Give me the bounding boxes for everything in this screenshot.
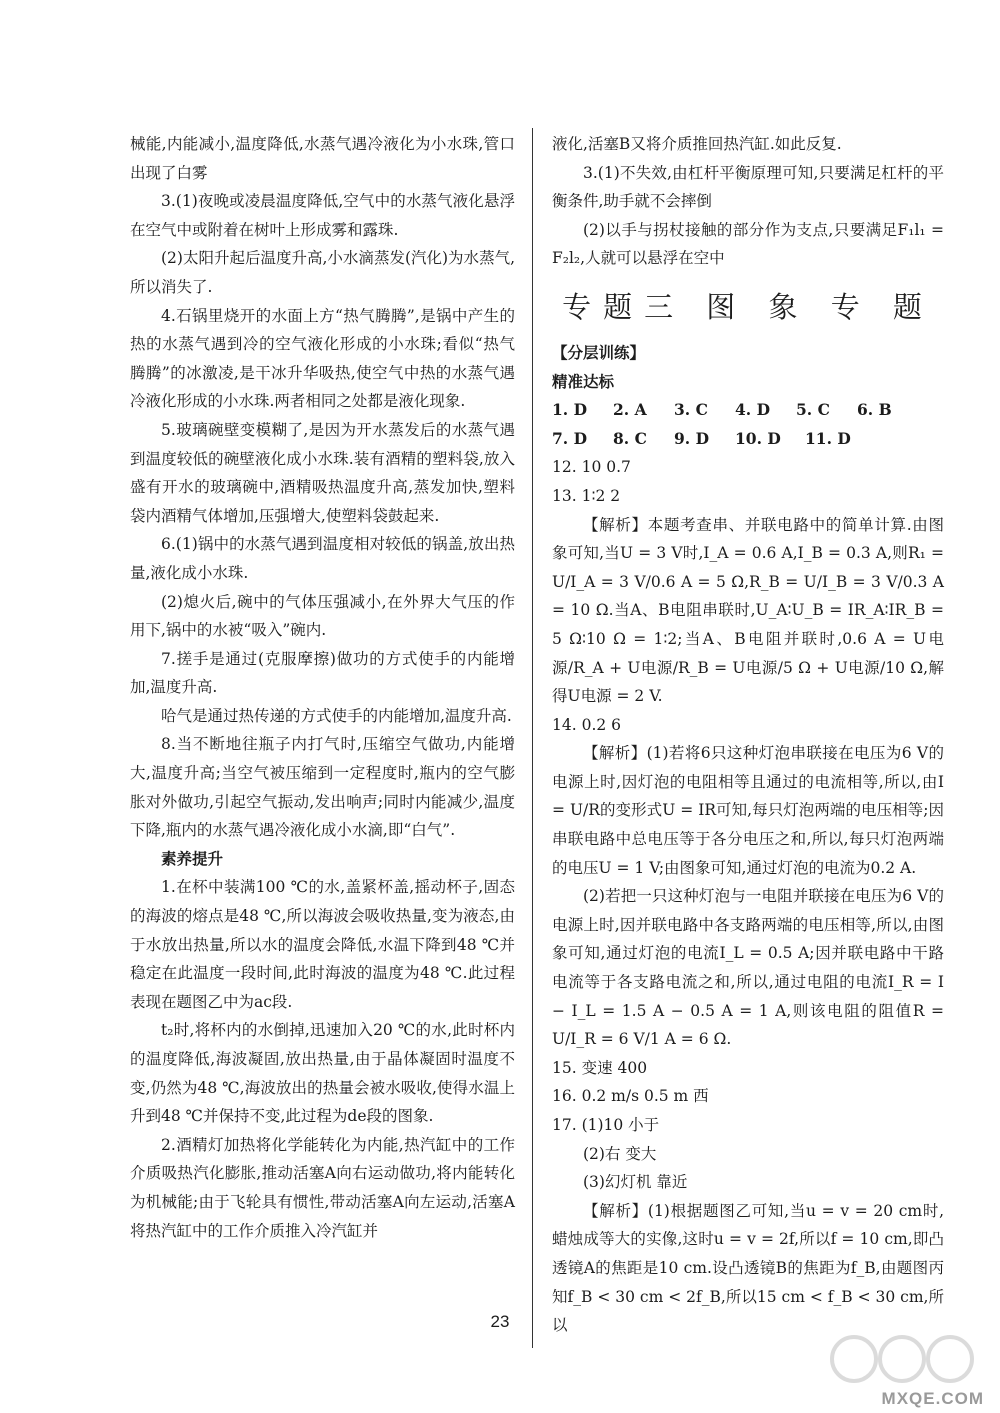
explanation: (2)若把一只这种灯泡与一电阻并联接在电压为6 V的电源上时,因并联电路中各支路两端的电压相等,所以,由图象可知,通过灯泡的电流I_L = 0.5 A;因并联电路中干路电流等于各支路电流之和,所以,通过电阻的电流I_R = I − I_L = 1.5 A − 0.5 A = 1 A,则该电阻的阻值R = U/I_R = 6 V/1 A = 6 Ω. (552, 887, 944, 1049)
paragraph: 3.(1)夜晚或凌晨温度降低,空气中的水蒸气液化悬浮在空气中或附着在树叶上形成雾和露珠. (130, 192, 515, 239)
answer-item: 10. D (735, 428, 781, 448)
answer-item: 4. D (735, 400, 771, 420)
answer-item: 8. C (613, 428, 647, 448)
answer-item: 3. C (674, 400, 708, 420)
answer-line: 17. (1)10 小于 (552, 1116, 660, 1134)
answer-row (552, 396, 944, 425)
paragraph: 1.在杯中装满100 ℃的水,盖紧杯盖,摇动杯子,固态的海波的熔点是48 ℃,所以海波会吸收热量,变为液态,由于水放出热量,所以水的温度会降低,水温下降到48 ℃并稳定在此温度一段时间,此时海波的温度为48 ℃.此过程表现在题图乙中为ac段. (130, 878, 515, 1011)
subheading: 素养提升 (161, 848, 224, 868)
paragraph: 5.玻璃碗壁变模糊了,是因为开水蒸发后的水蒸气遇到温度较低的碗壁液化成小水珠.装有酒精的塑料袋,放入盛有开水的玻璃碗中,酒精吸热温度升高,蒸发加快,塑料袋内酒精气体增加,压强增大,使塑料袋鼓起来. (130, 420, 515, 525)
subheading: 精准达标 (552, 371, 615, 391)
paragraph: 械能,内能减小,温度降低,水蒸气遇冷液化为小水珠,管口出现了白雾 (130, 135, 515, 182)
answer-line: 12. 10 0.7 (552, 458, 631, 477)
paragraph: 7.搓手是通过(克服摩擦)做功的方式使手的内能增加,温度升高. (130, 649, 515, 697)
answer-line: (2)右 变大 (583, 1144, 657, 1163)
answer-item: 6. B (857, 400, 892, 420)
paragraph: 4.石锅里烧开的水面上方“热气腾腾”,是锅中产生的热的水蒸气遇到冷的空气液化形成的小水珠;看似“热气腾腾”的冰激凌,是干冰升华吸热,使空气中热的水蒸气遇冷液化形成的小水珠.两者相同之处都是液化现象. (130, 306, 515, 411)
answer-item: 7. D (552, 428, 588, 448)
explanation: 【解析】本题考查串、并联电路中的简单计算.由图象可知,当U = 3 V时,I_A = 0.6 A,I_B = 0.3 A,则R₁ = U/I_A = 3 V/0.6 A = 5 Ω,R_B = U/I_B = 3 V/0.3 A = 10 Ω.当A、B电阻串联时,U_A∶U_B = IR_A∶IR_B = 5 Ω∶10 Ω = 1∶2;当A、B电阻并联时,0.6 A = U电源/R_A + U电源/R_B = U电源/5 Ω + U电源/10 Ω,解得U电源 = 2 V. (552, 515, 944, 706)
paragraph: 8.当不断地往瓶子内打气时,压缩空气做功,内能增大,温度升高;当空气被压缩到一定程度时,瓶内的空气膨胀对外做功,引起空气振动,发出响声;同时内能减少,温度下降,瓶内的水蒸气遇冷液化成小水滴,即“白气”. (130, 735, 515, 840)
left-column (130, 130, 515, 1245)
right-column (552, 130, 944, 1340)
paragraph: (2)太阳升起后温度升高,小水滴蒸发(汽化)为水蒸气,所以消失了. (130, 249, 515, 296)
paragraph: 液化,活塞B又将介质推回热汽缸.如此反复. (552, 135, 842, 153)
section-tag: 【分层训练】 (552, 342, 646, 362)
watermark-text: MXQE.COM (881, 1389, 984, 1408)
answer-item: 5. C (796, 400, 830, 420)
explanation: 【解析】(1)若将6只这种灯泡串联接在电压为6 V的电源上时,因灯泡的电阻相等且通过的电流相等,所以,由I = U/R的变形式U = IR可知,每只灯泡两端的电压相等;因串联电路中总电压等于各分电压之和,所以,每只灯泡两端的电压U = 1 V;由图象可知,通过灯泡的电流为0.2 A. (552, 744, 944, 877)
page-number: 23 (490, 1312, 510, 1331)
paragraph: 3.(1)不失效,由杠杆平衡原理可知,只要满足杠杆的平衡条件,助手就不会摔倒 (552, 163, 944, 211)
explanation: 【解析】(1)根据题图乙可知,当u = v = 20 cm时,蜡烛成等大的实像,这时u = v = 2f,所以f = 10 cm,即凸透镜A的焦距是10 cm.设凸透镜B的焦距为f_B,由题图丙知f_B < 30 cm < 2f_B,所以15 cm < f_B < 30 cm,所以 (552, 1201, 944, 1335)
answer-line: 13. 1∶2 2 (552, 486, 621, 505)
answer-line: (3)幻灯机 靠近 (583, 1173, 688, 1192)
section-title: 专题三 图 象 专 题 (562, 289, 934, 324)
paragraph: (2)熄火后,碗中的气体压强减小,在外界大气压的作用下,锅中的水被“吸入”碗内. (130, 592, 515, 640)
answer-line: 15. 变速 400 (552, 1058, 648, 1077)
answer-item: 1. D (552, 400, 588, 420)
paragraph: 哈气是通过热传递的方式使手的内能增加,温度升高. (161, 706, 512, 725)
answer-item: 2. A (613, 400, 647, 420)
paragraph: 6.(1)锅中的水蒸气遇到温度相对较低的锅盖,放出热量,液化成小水珠. (130, 535, 515, 582)
answer-line: 14. 0.2 6 (552, 715, 622, 734)
answer-row (552, 425, 944, 454)
answer-line: 16. 0.2 m/s 0.5 m 西 (552, 1087, 709, 1106)
answer-item: 11. D (805, 428, 851, 448)
paragraph: (2)以手与拐杖接触的部分作为支点,只要满足F₁l₁ = F₂l₂,人就可以悬浮在空中 (552, 220, 944, 268)
answer-item: 9. D (674, 428, 710, 448)
column-divider (532, 128, 533, 1348)
paragraph: t₂时,将杯内的水倒掉,迅速加入20 ℃的水,此时杯内的温度降低,海波凝固,放出热量,由于晶体凝固时温度不变,仍然为48 ℃,海波放出的热量会被水吸收,使得水温上升到48 ℃并保持不变,此过程为de段的图象. (130, 1021, 515, 1126)
paragraph: 2.酒精灯加热将化学能转化为内能,热汽缸中的工作介质吸热汽化膨胀,推动活塞A向右运动做功,将内能转化为机械能;由于飞轮具有惯性,带动活塞A向左运动,活塞A将热汽缸中的工作介质推入冷汽缸并 (130, 1135, 515, 1240)
